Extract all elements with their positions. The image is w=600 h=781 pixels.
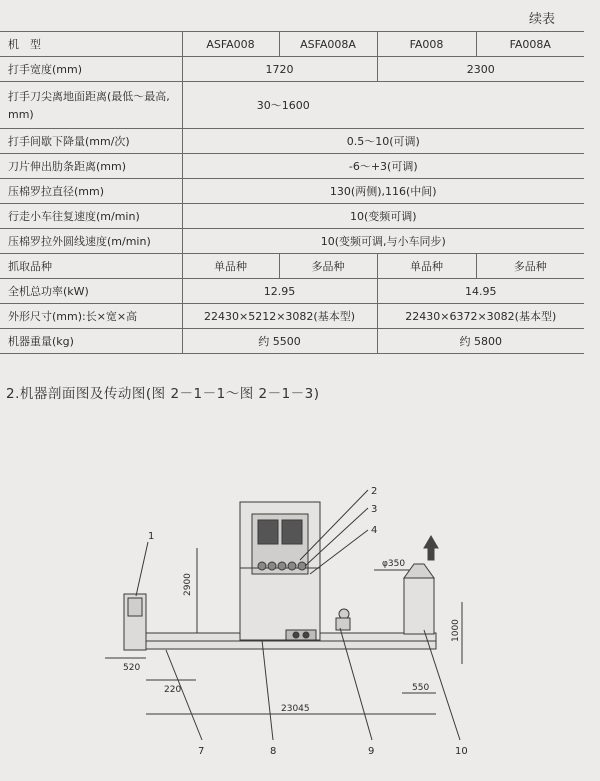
row-value: 10(变频可调,与小车同步) — [182, 229, 584, 254]
grab-cell: 单品种 — [377, 254, 476, 279]
grab-cell: 单品种 — [182, 254, 279, 279]
callout-1: 1 — [148, 531, 155, 542]
table-row — [0, 229, 584, 254]
row-value-right: 约 5800 — [377, 329, 584, 354]
row-value: 30～1600 — [182, 82, 584, 129]
row-label: 行走小车往复速度(m/min) — [0, 204, 182, 229]
row-value-left: 12.95 — [182, 279, 377, 304]
row-label: 压棉罗拉外圆线速度(m/min) — [0, 229, 182, 254]
callout-3: 3 — [371, 504, 378, 515]
dim-550: 550 — [412, 683, 430, 693]
dim-diameter-350: φ350 — [382, 559, 406, 569]
table-row — [0, 57, 584, 82]
row-label: 外形尺寸(mm):长×宽×高 — [0, 304, 182, 329]
dim-220: 220 — [164, 685, 182, 695]
table-header-row — [0, 32, 584, 57]
row-value-left: 22430×5212×3082(基本型) — [182, 304, 377, 329]
model-asfa008a: ASFA008A — [279, 32, 377, 57]
grab-cell: 多品种 — [279, 254, 377, 279]
row-label: 机器重量(kg) — [0, 329, 182, 354]
table-row — [0, 179, 584, 204]
row-value-right: 2300 — [377, 57, 584, 82]
table-row — [0, 154, 584, 179]
section-heading: 2.机器剖面图及传动图(图 2－1－1～图 2－1－3) — [6, 386, 320, 402]
row-label: 抓取品种 — [0, 254, 182, 279]
row-value-left: 1720 — [182, 57, 377, 82]
callout-9: 9 — [368, 746, 375, 757]
row-label: 打手刀尖离地面距离(最低～最高, mm) — [0, 82, 182, 129]
table-row — [0, 82, 584, 129]
table-row — [0, 254, 584, 279]
callout-4: 4 — [371, 525, 378, 536]
row-label: 打手宽度(mm) — [0, 57, 182, 82]
table-row — [0, 204, 584, 229]
row-value: 10(变频可调) — [182, 204, 584, 229]
table-row — [0, 329, 584, 354]
dim-23045: 23045 — [281, 704, 310, 714]
row-label: 打手间歇下降量(mm/次) — [0, 129, 182, 154]
dim-2900: 2900 — [183, 573, 193, 596]
dim-1000: 1000 — [451, 619, 461, 642]
callout-8: 8 — [270, 746, 277, 757]
dim-520: 520 — [123, 663, 141, 673]
row-label: 全机总功率(kW) — [0, 279, 182, 304]
row-value: -6～+3(可调) — [182, 154, 584, 179]
callout-2: 2 — [371, 486, 378, 497]
callout-10: 10 — [455, 746, 468, 757]
row-label: 刀片伸出肋条距离(mm) — [0, 154, 182, 179]
spec-table — [0, 31, 584, 354]
grab-cell: 多品种 — [476, 254, 584, 279]
row-value-right: 14.95 — [377, 279, 584, 304]
model-asfa008: ASFA008 — [182, 32, 279, 57]
outlet-duct — [404, 578, 434, 634]
machine-section-diagram — [0, 418, 600, 781]
table-row — [0, 129, 584, 154]
row-value-left: 约 5500 — [182, 329, 377, 354]
table-row — [0, 304, 584, 329]
row-value: 130(两侧),116(中间) — [182, 179, 584, 204]
row-value-right: 22430×6372×3082(基本型) — [377, 304, 584, 329]
row-value: 0.5～10(可调) — [182, 129, 584, 154]
callout-7: 7 — [198, 746, 205, 757]
model-fa008a: FA008A — [476, 32, 584, 57]
model-fa008: FA008 — [377, 32, 476, 57]
header-label: 机 型 — [0, 32, 182, 57]
table-row — [0, 279, 584, 304]
continued-label: 续表 — [528, 12, 555, 27]
row-label: 压棉罗拉直径(mm) — [0, 179, 182, 204]
